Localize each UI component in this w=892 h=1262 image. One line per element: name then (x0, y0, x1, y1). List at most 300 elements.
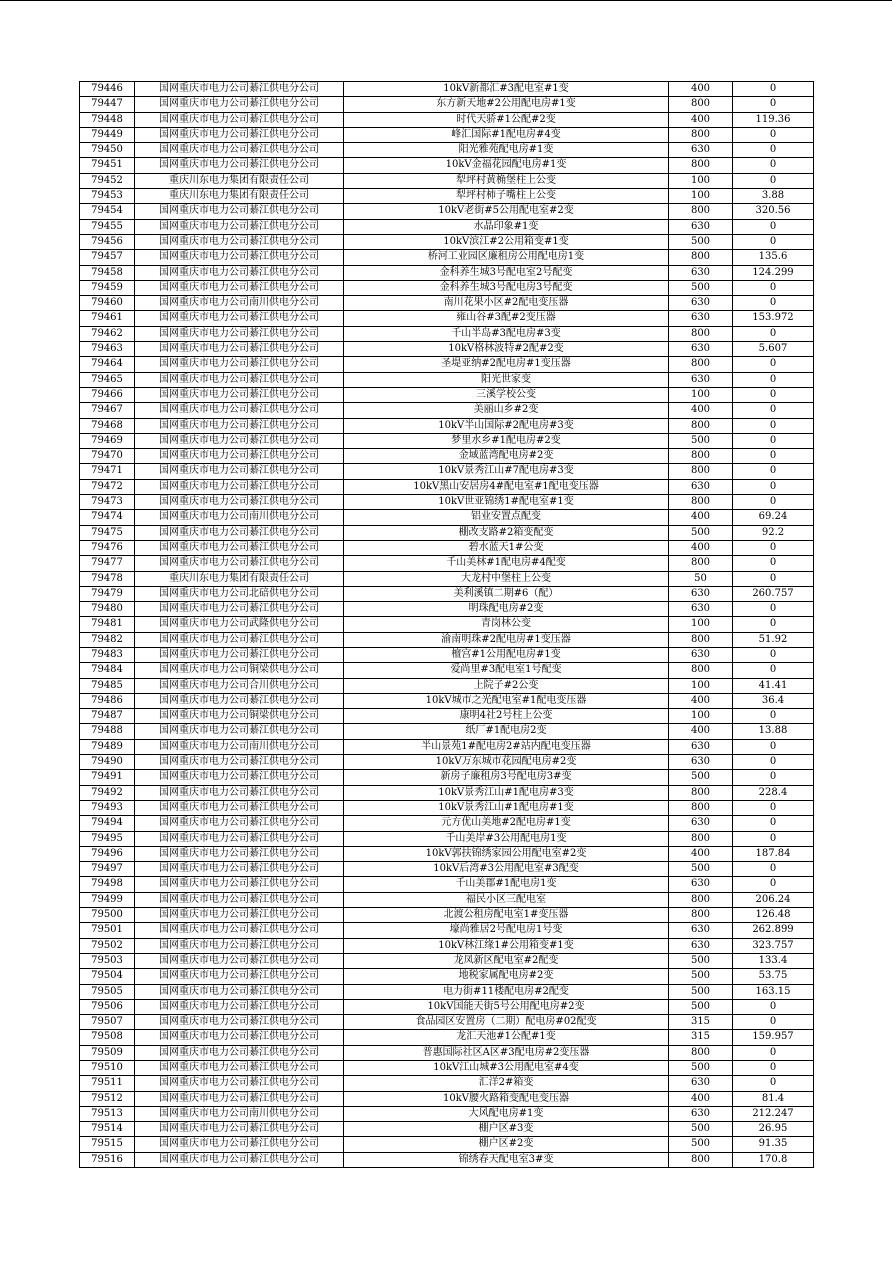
transformer-name-cell: 汇洋2#箱变 (344, 1076, 669, 1091)
table-row (80, 418, 814, 433)
record-id-cell: 79513 (80, 1106, 135, 1121)
record-id-cell: 79448 (80, 112, 135, 127)
table-row (80, 739, 814, 754)
transformer-name-cell: 美丽山乡#2变 (344, 403, 669, 418)
value-cell: 0 (733, 571, 814, 586)
record-id-cell: 79453 (80, 189, 135, 204)
company-cell: 国网重庆市电力公司綦江供电分公司 (135, 724, 344, 739)
transformer-name-cell: 三溪学校公变 (344, 387, 669, 402)
record-id-cell: 79471 (80, 464, 135, 479)
company-cell: 国网重庆市电力公司綦江供电分公司 (135, 97, 344, 112)
value-cell: 3.88 (733, 189, 814, 204)
company-cell: 国网重庆市电力公司綦江供电分公司 (135, 938, 344, 953)
value-cell: 0 (733, 173, 814, 188)
table-row (80, 1045, 814, 1060)
capacity-cell: 630 (669, 816, 733, 831)
table-row (80, 999, 814, 1014)
value-cell: 133.4 (733, 953, 814, 968)
capacity-cell: 800 (669, 158, 733, 173)
capacity-cell: 630 (669, 739, 733, 754)
transformer-name-cell: 檀宫#1公用配电房#1变 (344, 647, 669, 662)
capacity-cell: 500 (669, 1122, 733, 1137)
record-id-cell: 79502 (80, 938, 135, 953)
company-cell: 国网重庆市电力公司綦江供电分公司 (135, 479, 344, 494)
value-cell: 0 (733, 495, 814, 510)
value-cell: 260.757 (733, 586, 814, 601)
capacity-cell: 630 (669, 755, 733, 770)
record-id-cell: 79476 (80, 540, 135, 555)
transformer-name-cell: 10kV景秀江山#7配电房#3变 (344, 464, 669, 479)
capacity-cell: 100 (669, 173, 733, 188)
table-row (80, 678, 814, 693)
record-id-cell: 79492 (80, 785, 135, 800)
record-id-cell: 79496 (80, 846, 135, 861)
value-cell: 262.899 (733, 923, 814, 938)
transformer-name-cell: 地税家属配电房#2变 (344, 969, 669, 984)
transformer-name-cell: 金科养生城3号配电室2号配变 (344, 265, 669, 280)
company-cell: 国网重庆市电力公司綦江供电分公司 (135, 311, 344, 326)
value-cell: 0 (733, 143, 814, 158)
table-row (80, 143, 814, 158)
company-cell: 国网重庆市电力公司铜梁供电分公司 (135, 709, 344, 724)
transformer-name-cell: 大龙村中堡柱上公变 (344, 571, 669, 586)
value-cell: 0 (733, 709, 814, 724)
table-row (80, 1106, 814, 1121)
company-cell: 国网重庆市电力公司綦江供电分公司 (135, 1015, 344, 1030)
record-id-cell: 79507 (80, 1015, 135, 1030)
capacity-cell: 500 (669, 984, 733, 999)
table-row (80, 556, 814, 571)
record-id-cell: 79450 (80, 143, 135, 158)
table-row (80, 632, 814, 647)
value-cell: 0 (733, 449, 814, 464)
company-cell: 国网重庆市电力公司綦江供电分公司 (135, 1122, 344, 1137)
company-cell: 国网重庆市电力公司綦江供电分公司 (135, 495, 344, 510)
capacity-cell: 400 (669, 693, 733, 708)
company-cell: 国网重庆市电力公司綦江供电分公司 (135, 82, 344, 97)
value-cell: 0 (733, 602, 814, 617)
capacity-cell: 630 (669, 219, 733, 234)
company-cell: 国网重庆市电力公司綦江供电分公司 (135, 525, 344, 540)
transformer-name-cell: 犁坪村黄桷堡柱上公变 (344, 173, 669, 188)
company-cell: 国网重庆市电力公司綦江供电分公司 (135, 1061, 344, 1076)
capacity-cell: 100 (669, 387, 733, 402)
company-cell: 国网重庆市电力公司綦江供电分公司 (135, 908, 344, 923)
company-cell: 国网重庆市电力公司綦江供电分公司 (135, 418, 344, 433)
value-cell: 119.36 (733, 112, 814, 127)
capacity-cell: 630 (669, 1106, 733, 1121)
company-cell: 国网重庆市电力公司南川供电分公司 (135, 1106, 344, 1121)
value-cell: 228.4 (733, 785, 814, 800)
transformer-name-cell: 爱尚里#3配电室1号配变 (344, 663, 669, 678)
table-row (80, 250, 814, 265)
table-row (80, 280, 814, 295)
capacity-cell: 630 (669, 1076, 733, 1091)
record-id-cell: 79488 (80, 724, 135, 739)
table-row (80, 372, 814, 387)
table-row (80, 112, 814, 127)
company-cell: 国网重庆市电力公司綦江供电分公司 (135, 234, 344, 249)
company-cell: 国网重庆市电力公司南川供电分公司 (135, 510, 344, 525)
transformer-name-cell: 10kV新都汇#3配电室#1变 (344, 82, 669, 97)
company-cell: 国网重庆市电力公司合川供电分公司 (135, 678, 344, 693)
company-cell: 国网重庆市电力公司綦江供电分公司 (135, 816, 344, 831)
company-cell: 国网重庆市电力公司北碚供电分公司 (135, 586, 344, 601)
capacity-cell: 400 (669, 540, 733, 555)
company-cell: 国网重庆市电力公司綦江供电分公司 (135, 755, 344, 770)
record-id-cell: 79505 (80, 984, 135, 999)
value-cell: 135.6 (733, 250, 814, 265)
capacity-cell: 400 (669, 403, 733, 418)
table-row (80, 800, 814, 815)
table-row (80, 525, 814, 540)
table-row (80, 571, 814, 586)
transformer-name-cell: 金域蓝湾配电房#2变 (344, 449, 669, 464)
table-row (80, 1091, 814, 1106)
company-cell: 国网重庆市电力公司綦江供电分公司 (135, 770, 344, 785)
capacity-cell: 400 (669, 82, 733, 97)
record-id-cell: 79487 (80, 709, 135, 724)
capacity-cell: 800 (669, 831, 733, 846)
capacity-cell: 800 (669, 97, 733, 112)
transformer-name-cell: 壕尚雅居2号配电房1号变 (344, 923, 669, 938)
company-cell: 国网重庆市电力公司綦江供电分公司 (135, 143, 344, 158)
capacity-cell: 630 (669, 479, 733, 494)
capacity-cell: 500 (669, 1137, 733, 1152)
record-id-cell: 79447 (80, 97, 135, 112)
value-cell: 0 (733, 97, 814, 112)
value-cell: 36.4 (733, 693, 814, 708)
table-row (80, 755, 814, 770)
record-id-cell: 79486 (80, 693, 135, 708)
table-row (80, 877, 814, 892)
record-id-cell: 79462 (80, 326, 135, 341)
value-cell: 0 (733, 280, 814, 295)
transformer-name-cell: 明珠配电房#2变 (344, 602, 669, 617)
capacity-cell: 500 (669, 862, 733, 877)
value-cell: 0 (733, 464, 814, 479)
table-row (80, 770, 814, 785)
value-cell: 0 (733, 326, 814, 341)
capacity-cell: 500 (669, 969, 733, 984)
transformer-name-cell: 10kV滨江#2公用箱变#1变 (344, 234, 669, 249)
company-cell: 国网重庆市电力公司綦江供电分公司 (135, 433, 344, 448)
record-id-cell: 79449 (80, 127, 135, 142)
table-row (80, 602, 814, 617)
record-id-cell: 79479 (80, 586, 135, 601)
transformer-name-cell: 梦里水乡#1配电房#2变 (344, 433, 669, 448)
capacity-cell: 500 (669, 770, 733, 785)
capacity-cell: 800 (669, 1152, 733, 1167)
value-cell: 320.56 (733, 204, 814, 219)
company-cell: 国网重庆市电力公司綦江供电分公司 (135, 1045, 344, 1060)
table-row (80, 449, 814, 464)
record-id-cell: 79490 (80, 755, 135, 770)
company-cell: 国网重庆市电力公司綦江供电分公司 (135, 846, 344, 861)
company-cell: 国网重庆市电力公司綦江供电分公司 (135, 923, 344, 938)
record-id-cell: 79501 (80, 923, 135, 938)
transformer-name-cell: 10kV景秀江山#1配电房#3变 (344, 785, 669, 800)
capacity-cell: 400 (669, 724, 733, 739)
company-cell: 国网重庆市电力公司綦江供电分公司 (135, 127, 344, 142)
company-cell: 国网重庆市电力公司綦江供电分公司 (135, 877, 344, 892)
transformer-name-cell: 10kV腰火路箱变配电变压器 (344, 1091, 669, 1106)
value-cell: 0 (733, 540, 814, 555)
company-cell: 国网重庆市电力公司綦江供电分公司 (135, 372, 344, 387)
company-cell: 国网重庆市电力公司綦江供电分公司 (135, 831, 344, 846)
company-cell: 国网重庆市电力公司綦江供电分公司 (135, 602, 344, 617)
capacity-cell: 100 (669, 678, 733, 693)
value-cell: 163.15 (733, 984, 814, 999)
transformer-name-cell: 半山景苑1#配电房2#站内配电变压器 (344, 739, 669, 754)
value-cell: 69.24 (733, 510, 814, 525)
transformer-name-cell: 圣堤亚纳#2配电房#1变压器 (344, 357, 669, 372)
capacity-cell: 630 (669, 647, 733, 662)
table-row (80, 709, 814, 724)
table-row (80, 647, 814, 662)
capacity-cell: 800 (669, 357, 733, 372)
company-cell: 国网重庆市电力公司綦江供电分公司 (135, 556, 344, 571)
capacity-cell: 630 (669, 143, 733, 158)
table-row (80, 1030, 814, 1045)
company-cell: 国网重庆市电力公司綦江供电分公司 (135, 862, 344, 877)
capacity-cell: 800 (669, 204, 733, 219)
record-id-cell: 79494 (80, 816, 135, 831)
company-cell: 国网重庆市电力公司綦江供电分公司 (135, 1091, 344, 1106)
transformer-name-cell: 食品园区安置房（二期）配电房#02配变 (344, 1015, 669, 1030)
company-cell: 国网重庆市电力公司綦江供电分公司 (135, 387, 344, 402)
value-cell: 0 (733, 1076, 814, 1091)
record-id-cell: 79480 (80, 602, 135, 617)
capacity-cell: 400 (669, 1091, 733, 1106)
transformer-name-cell: 千山美林#1配电房#4配变 (344, 556, 669, 571)
value-cell: 0 (733, 158, 814, 173)
transformer-name-cell: 金科养生城3号配电房3号配变 (344, 280, 669, 295)
table-row (80, 953, 814, 968)
record-id-cell: 79512 (80, 1091, 135, 1106)
record-id-cell: 79489 (80, 739, 135, 754)
value-cell: 26.95 (733, 1122, 814, 1137)
record-id-cell: 79452 (80, 173, 135, 188)
value-cell: 0 (733, 387, 814, 402)
capacity-cell: 500 (669, 525, 733, 540)
transformer-name-cell: 康明4社2号柱上公变 (344, 709, 669, 724)
company-cell: 重庆川东电力集团有限责任公司 (135, 571, 344, 586)
record-id-cell: 79467 (80, 403, 135, 418)
table-row (80, 173, 814, 188)
company-cell: 国网重庆市电力公司武隆供电分公司 (135, 617, 344, 632)
table-row (80, 617, 814, 632)
company-cell: 国网重庆市电力公司綦江供电分公司 (135, 464, 344, 479)
capacity-cell: 800 (669, 326, 733, 341)
transformer-name-cell: 北渡公租房配电室1#变压器 (344, 908, 669, 923)
record-id-cell: 79497 (80, 862, 135, 877)
table-row (80, 892, 814, 907)
transformer-name-cell: 10kV半山国际#2配电房#3变 (344, 418, 669, 433)
transformer-name-cell: 10kV格林波特#2配#2变 (344, 342, 669, 357)
table-row (80, 387, 814, 402)
record-id-cell: 79451 (80, 158, 135, 173)
record-id-cell: 79495 (80, 831, 135, 846)
table-row (80, 189, 814, 204)
table-row (80, 433, 814, 448)
transformer-table (79, 81, 814, 1168)
capacity-cell: 800 (669, 495, 733, 510)
table-row (80, 785, 814, 800)
transformer-name-cell: 10kV城市之光配电室#1配电变压器 (344, 693, 669, 708)
table-row (80, 663, 814, 678)
value-cell: 53.75 (733, 969, 814, 984)
transformer-name-cell: 10kV郭扶锦绣家园公用配电室#2变 (344, 846, 669, 861)
company-cell: 国网重庆市电力公司綦江供电分公司 (135, 204, 344, 219)
company-cell: 国网重庆市电力公司綦江供电分公司 (135, 1076, 344, 1091)
capacity-cell: 500 (669, 280, 733, 295)
capacity-cell: 800 (669, 892, 733, 907)
table-row (80, 1137, 814, 1152)
table-row (80, 862, 814, 877)
transformer-name-cell: 龙汇天池#1公配#1变 (344, 1030, 669, 1045)
company-cell: 国网重庆市电力公司綦江供电分公司 (135, 1030, 344, 1045)
transformer-name-cell: 千山美岸#3公用配电房1变 (344, 831, 669, 846)
capacity-cell: 800 (669, 464, 733, 479)
capacity-cell: 315 (669, 1030, 733, 1045)
capacity-cell: 400 (669, 846, 733, 861)
table-row (80, 908, 814, 923)
transformer-name-cell: 时代天骄#1公配#2变 (344, 112, 669, 127)
table-row (80, 724, 814, 739)
company-cell: 国网重庆市电力公司綦江供电分公司 (135, 265, 344, 280)
transformer-name-cell: 福民小区三配电室 (344, 892, 669, 907)
company-cell: 国网重庆市电力公司綦江供电分公司 (135, 540, 344, 555)
table-row (80, 816, 814, 831)
value-cell: 170.8 (733, 1152, 814, 1167)
record-id-cell: 79504 (80, 969, 135, 984)
capacity-cell: 630 (669, 586, 733, 601)
table-row (80, 403, 814, 418)
transformer-name-cell: 棚户区#3变 (344, 1122, 669, 1137)
transformer-name-cell: 10kV金福花园配电房#1变 (344, 158, 669, 173)
record-id-cell: 79509 (80, 1045, 135, 1060)
record-id-cell: 79465 (80, 372, 135, 387)
transformer-name-cell: 碧水蓝天1#公变 (344, 540, 669, 555)
record-id-cell: 79457 (80, 250, 135, 265)
value-cell: 124.299 (733, 265, 814, 280)
table-row (80, 1076, 814, 1091)
value-cell: 0 (733, 418, 814, 433)
transformer-name-cell: 水晶印象#1变 (344, 219, 669, 234)
company-cell: 国网重庆市电力公司綦江供电分公司 (135, 280, 344, 295)
record-id-cell: 79485 (80, 678, 135, 693)
transformer-name-cell: 普惠国际社区A区#3配电房#2变压器 (344, 1045, 669, 1060)
capacity-cell: 800 (669, 127, 733, 142)
table-row (80, 357, 814, 372)
transformer-name-cell: 大风配电房#1变 (344, 1106, 669, 1121)
transformer-name-cell: 铝业安置点配变 (344, 510, 669, 525)
capacity-cell: 400 (669, 112, 733, 127)
capacity-cell: 100 (669, 189, 733, 204)
table-row (80, 1152, 814, 1167)
value-cell: 0 (733, 877, 814, 892)
value-cell: 0 (733, 234, 814, 249)
record-id-cell: 79516 (80, 1152, 135, 1167)
value-cell: 0 (733, 617, 814, 632)
table-row (80, 846, 814, 861)
transformer-name-cell: 10kV景秀江山#1配电房#1变 (344, 800, 669, 815)
record-id-cell: 79464 (80, 357, 135, 372)
value-cell: 0 (733, 403, 814, 418)
company-cell: 国网重庆市电力公司綦江供电分公司 (135, 999, 344, 1014)
transformer-name-cell: 10kV林江缘1#公用箱变#1变 (344, 938, 669, 953)
capacity-cell: 800 (669, 556, 733, 571)
record-id-cell: 79510 (80, 1061, 135, 1076)
table-row (80, 158, 814, 173)
company-cell: 国网重庆市电力公司綦江供电分公司 (135, 953, 344, 968)
transformer-name-cell: 渝南明珠#2配电房#1变压器 (344, 632, 669, 647)
value-cell: 92.2 (733, 525, 814, 540)
transformer-name-cell: 10kV万东城市花园配电房#2变 (344, 755, 669, 770)
record-id-cell: 79461 (80, 311, 135, 326)
value-cell: 0 (733, 1061, 814, 1076)
table-row (80, 219, 814, 234)
record-id-cell: 79483 (80, 647, 135, 662)
capacity-cell: 630 (669, 602, 733, 617)
capacity-cell: 800 (669, 663, 733, 678)
record-id-cell: 79469 (80, 433, 135, 448)
capacity-cell: 630 (669, 311, 733, 326)
company-cell: 重庆川东电力集团有限责任公司 (135, 173, 344, 188)
value-cell: 0 (733, 755, 814, 770)
record-id-cell: 79463 (80, 342, 135, 357)
transformer-name-cell: 青岗林公变 (344, 617, 669, 632)
value-cell: 0 (733, 82, 814, 97)
company-cell: 国网重庆市电力公司綦江供电分公司 (135, 632, 344, 647)
record-id-cell: 79446 (80, 82, 135, 97)
transformer-name-cell: 10kV老街#5公用配电室#2变 (344, 204, 669, 219)
transformer-name-cell: 纸厂#1配电房2变 (344, 724, 669, 739)
table-row (80, 540, 814, 555)
value-cell: 206.24 (733, 892, 814, 907)
value-cell: 41.41 (733, 678, 814, 693)
company-cell: 国网重庆市电力公司綦江供电分公司 (135, 984, 344, 999)
table-row (80, 326, 814, 341)
company-cell: 国网重庆市电力公司綦江供电分公司 (135, 969, 344, 984)
table-row (80, 127, 814, 142)
capacity-cell: 630 (669, 342, 733, 357)
capacity-cell: 800 (669, 908, 733, 923)
capacity-cell: 500 (669, 433, 733, 448)
transformer-name-cell: 电力街#11楼配电房#2配变 (344, 984, 669, 999)
company-cell: 国网重庆市电力公司綦江供电分公司 (135, 693, 344, 708)
table-row (80, 495, 814, 510)
value-cell: 0 (733, 479, 814, 494)
table-row (80, 984, 814, 999)
table-row (80, 831, 814, 846)
transformer-name-cell: 10kV国能天街5号公用配电房#2变 (344, 999, 669, 1014)
transformer-name-cell: 南川花果小区#2配电变压器 (344, 296, 669, 311)
record-id-cell: 79503 (80, 953, 135, 968)
table-row (80, 82, 814, 97)
capacity-cell: 800 (669, 785, 733, 800)
record-id-cell: 79454 (80, 204, 135, 219)
value-cell: 0 (733, 663, 814, 678)
table-row (80, 234, 814, 249)
value-cell: 0 (733, 739, 814, 754)
record-id-cell: 79456 (80, 234, 135, 249)
value-cell: 0 (733, 770, 814, 785)
value-cell: 0 (733, 1045, 814, 1060)
transformer-name-cell: 10kV后湾#3公用配电室#3配变 (344, 862, 669, 877)
record-id-cell: 79478 (80, 571, 135, 586)
